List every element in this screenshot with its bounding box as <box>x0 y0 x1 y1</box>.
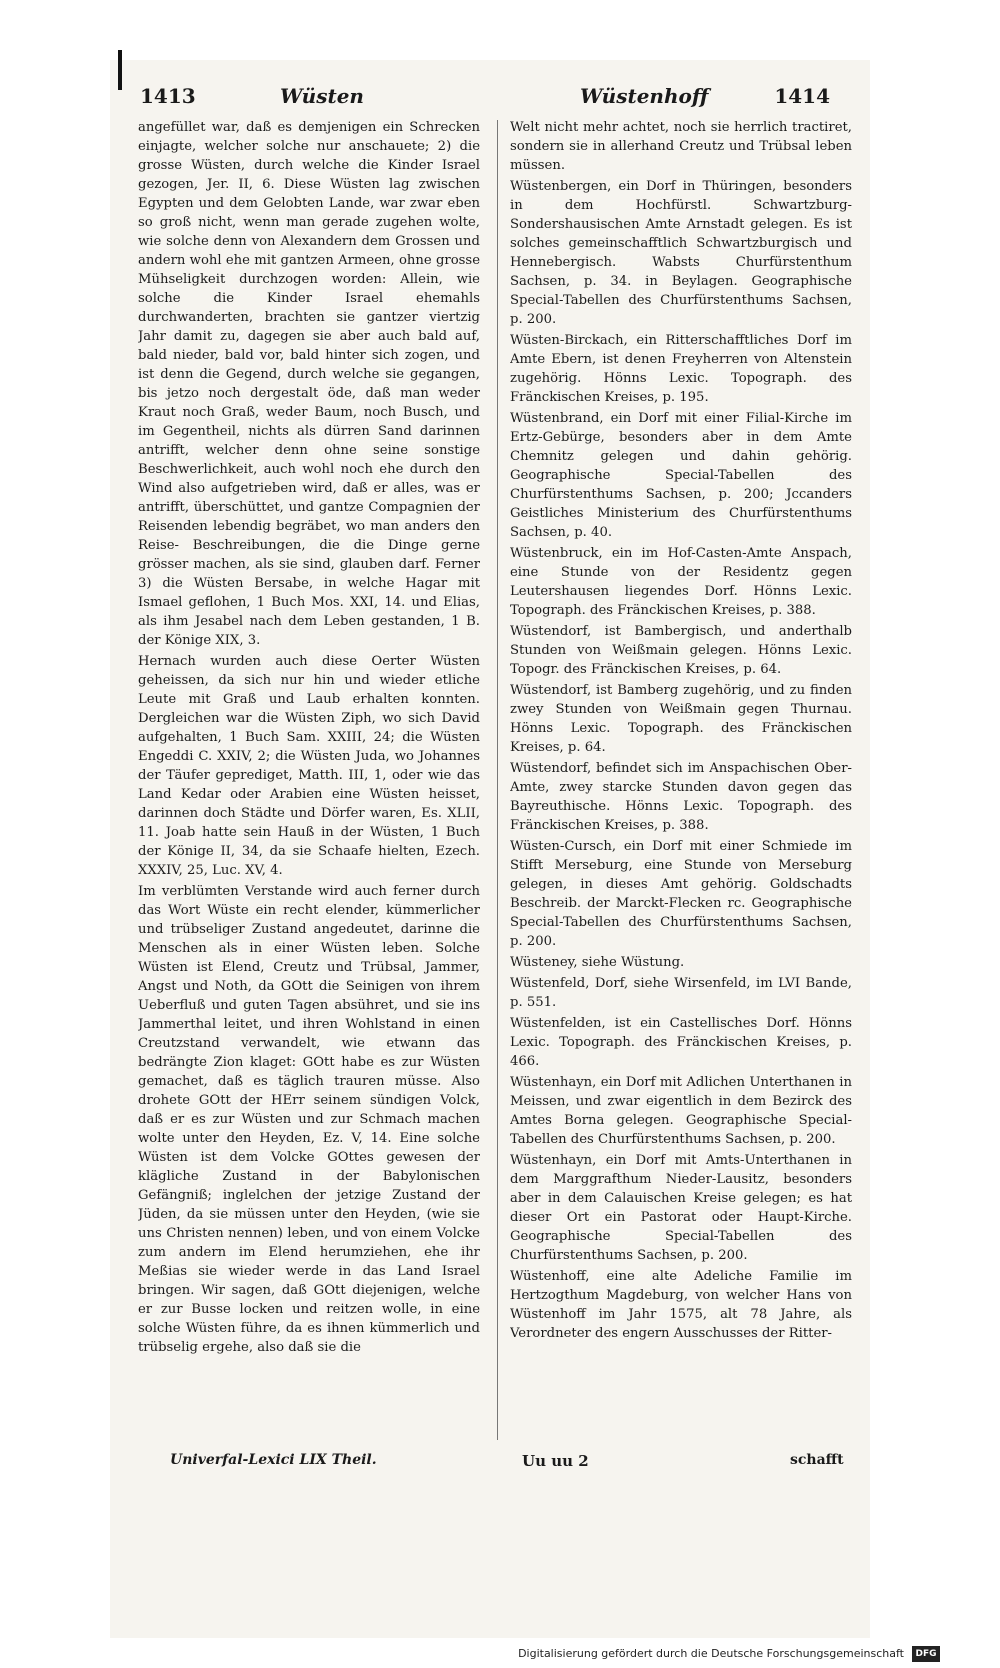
paragraph: Im verblümten Verstande wird auch ferner durch das Wort Wüste ein recht elender, kümmerlicher und trübseliger Zustand angedeutet, darinne die Menschen als in einer Wüsten leben. Solche Wüsten ist Elend, Creutz und Trübsal, Jammer, Angst und Noth, da GOtt die Seinigen von ihrem Ueberfluß und guten Tagen absühret, und sie ins Jammerthal leitet, und ihren Wohlstand in einen Creutzstand verwandelt, wie etwann das bedrängte Zion klaget: GOtt habe es zur Wüsten gemachet, daß es täglich trauren müsse. Also drohete GOtt der HErr seinem sündigen Volck, daß er es zur Wüsten und zur Schmach machen wolte unter den Heyden, Ez. V, 14. Eine solche Wüsten ist dem Volcke GOttes gewesen der klägliche Zustand in der Babylonischen Gefängniß; inglelchen der jetzige Zustand der Jüden, da sie müssen unter den Heyden, (wie sie uns Christen nennen) leben, und von einem Volcke zum andern im Elend herumziehen, ehe ihr Meßias sie wieder werde in das Land Israel bringen. Wir sagen, daß GOtt diejenigen, welche er zur Busse locken und reitzen wolle, in eine solche Wüsten führe, da es ihnen kümmerlich und trübselig ergehe, also daß sie die <box>138 884 480 1355</box>
entry: Wüstenbruck, ein im Hof-Casten-Amte Anspach, eine Stunde von der Residentz gegen Leutershausen liegendes Dorf. Hönns Lexic. Topograph. des Fränckischen Kreises, p. 388. <box>510 546 852 618</box>
entry: Wüsteney, siehe Wüstung. <box>510 955 685 970</box>
entry: Wüstenfelden, ist ein Castellisches Dorf. Hönns Lexic. Topograph. des Fränckischen Kreises, p. 466. <box>510 1016 852 1069</box>
entry: Wüstendorf, befindet sich im Anspachischen Ober-Amte, zwey starcke Stunden davon gegen das Bayreuthische. Hönns Lexic. Topograph. des Fränckischen Kreises, p. 388. <box>510 761 852 833</box>
paragraph: Hernach wurden auch diese Oerter Wüsten geheissen, da sich nur hin und wieder etliche Leute mit Graß und Laub erhalten konnten. Dergleichen war die Wüsten Ziph, wo sich David aufgehalten, 1 Buch Sam. XXIII, 24; die Wüsten Engeddi C. XXIV, 2; die Wüsten Juda, wo Johannes der Täufer geprediget, Matth. III, 1, oder wie das Land Kedar oder Arabien eine Wüsten heisset, darinnen doch Städte und Dörfer waren, Es. XLII, 11. Joab hatte sein Hauß in der Wüsten, 1 Buch der Könige II, 34, da sie Schaafe hielten, Ezech. XXXIV, 25, Luc. XV, 4. <box>138 654 480 878</box>
headword-left: Wüsten <box>280 84 364 108</box>
left-column <box>138 118 480 1448</box>
page-number-left: 1413 <box>140 84 196 108</box>
column-divider <box>497 120 498 1440</box>
signature-line: Univerfal-Lexici LIX Theil. <box>170 1452 377 1468</box>
paragraph: angefüllet war, daß es demjenigen ein Schrecken einjagte, welcher solche nur anschauete; 2) die grosse Wüsten, durch welche die Kinder Israel gezogen, Jer. II, 6. Diese Wüsten lag zwischen Egypten und dem Gelobten Lande, war zwar eben so groß nicht, wenn man gerade zugehen wolte, wie solche denn von Alexandern dem Grossen und andern wohl ehe mit gantzen Armeen, ohne grosse Mühseligkeit durchzogen worden: Allein, wie solche die Kinder Israel ehemahls durchwanderten, brachten sie gantzer viertzig Jahr damit zu, dagegen sie aber auch bald auf, bald nieder, bald vor, bald hinter sich zogen, und ist denn die Gegend, durch welche sie gegangen, bis jetzo noch dergestalt öde, daß man weder Kraut noch Graß, weder Baum, noch Busch, und im Gegentheil, nichts als dürren Sand darinnen antrifft, welcher denn ohne seine sonstige Beschwerlichkeit, auch wohl noch ehe durch den Wind also aufgetrieben wird, daß er alles, was er antrifft, überschüttet, und gantze Compagnien der Reisenden lebendig begräbet, wo man anders den Reise- Beschreibungen, die die Dinge gerne grösser machen, als sie sind, glauben darf. Ferner 3) die Wüsten Bersabe, in welche Hagar mit Ismael geflohen, 1 Buch Mos. XXI, 14. und Elias, als ihm Jesabel nach dem Leben gestanden, 1 B. der Könige XIX, 3. <box>138 120 480 648</box>
entry: Wüstenhoff, eine alte Adeliche Familie im Hertzogthum Magdeburg, von welcher Hans von Wüstenhoff im Jahr 1575, alt 78 Jahre, als Verordneter des engern Ausschusses der Ritter- <box>510 1269 852 1341</box>
entry: Wüstenbergen, ein Dorf in Thüringen, besonders in dem Hochfürstl. Schwartzburg-Sondershausischen Amte Arnstadt gelegen. Es ist solches gemeinschafftlich Schwartzburgisch und Hennebergisch. Wabsts Churfürstenthum Sachsen, p. 34. in Beylagen. Geographische Special-Tabellen des Churfürstenthums Sachsen, p. 200. <box>510 179 852 327</box>
page-number-right: 1414 <box>774 84 830 108</box>
entry: Wüstenbrand, ein Dorf mit einer Filial-Kirche im Ertz-Gebürge, besonders aber in dem Amte Chemnitz gelegen und dahin gehörig. Geographische Special-Tabellen des Churfürstenthums Sachsen, p. 200; Jccanders Geistliches Ministerium des Churfürstenthums Sachsen, p. 40. <box>510 411 852 540</box>
catchword: schafft <box>790 1452 844 1468</box>
entry: Wüstenhayn, ein Dorf mit Adlichen Unterthanen in Meissen, und zwar eigentlich in dem Bezirck des Amtes Borna gelegen. Geographische Special-Tabellen des Churfürstenthums Sachsen, p. 200. <box>510 1075 852 1147</box>
entry: Wüsten-Cursch, ein Dorf mit einer Schmiede im Stifft Merseburg, eine Stunde von Merseburg gelegen, in dieses Amt gehörig. Goldschadts Beschreib. der Marckt-Flecken rc. Geographische Special-Tabellen des Churfürstenthums Sachsen, p. 200. <box>510 839 852 949</box>
dfg-credit-bar <box>0 1638 1000 1668</box>
dfg-logo: DFG <box>912 1646 940 1662</box>
sheet-mark: Uu uu 2 <box>522 1452 589 1470</box>
binding-edge <box>118 50 122 90</box>
running-header <box>140 84 830 114</box>
entry: Wüsten-Birckach, ein Ritterschafftliches Dorf im Amte Ebern, ist denen Freyherren von Altenstein zugehörig. Hönns Lexic. Topograph. des Fränckischen Kreises, p. 195. <box>510 333 852 405</box>
dfg-credit-text: Digitalisierung gefördert durch die Deutsche Forschungsgemeinschaft <box>518 1647 904 1660</box>
right-column <box>510 118 852 1448</box>
headword-right: Wüstenhoff <box>580 84 709 108</box>
paragraph: Welt nicht mehr achtet, noch sie herrlich tractiret, sondern sie in allerhand Creutz und Trübsal leben müssen. <box>510 120 852 173</box>
entry: Wüstenfeld, Dorf, siehe Wirsenfeld, im LVI Bande, p. 551. <box>510 976 852 1010</box>
entry: Wüstendorf, ist Bambergisch, und anderthalb Stunden von Weißmain gelegen. Hönns Lexic. Topogr. des Fränckischen Kreises, p. 64. <box>510 624 852 677</box>
entry: Wüstendorf, ist Bamberg zugehörig, und zu finden zwey Stunden von Weißmain gegen Thurnau. Hönns Lexic. Topograph. des Fränckischen Kreises, p. 64. <box>510 683 852 755</box>
entry: Wüstenhayn, ein Dorf mit Amts-Unterthanen in dem Marggrafthum Nieder-Lausitz, besonders aber in dem Calauischen Kreise gelegen; es hat dieser Ort ein Pastorat oder Haupt-Kirche. Geographische Special-Tabellen des Churfürstenthums Sachsen, p. 200. <box>510 1153 852 1263</box>
